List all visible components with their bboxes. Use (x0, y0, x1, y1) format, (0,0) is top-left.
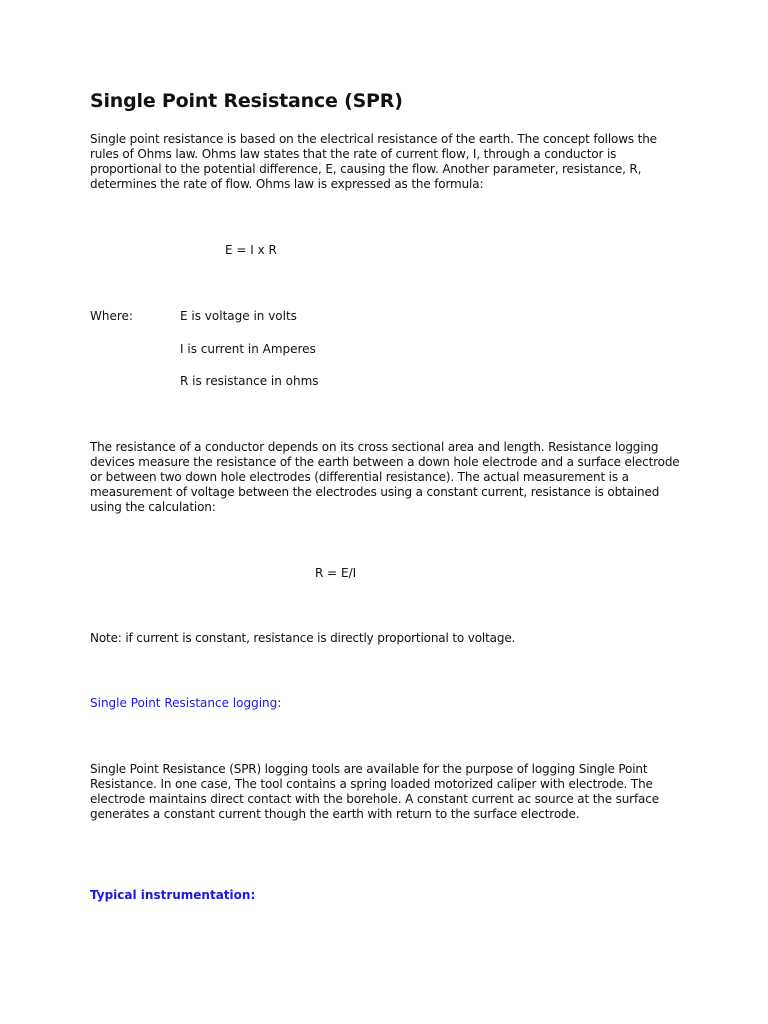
definition-voltage: E is voltage in volts (180, 309, 297, 323)
section-heading-spr-logging-text: Single Point Resistance logging (90, 696, 278, 710)
section-heading-instrumentation: Typical instrumentation: (90, 888, 256, 902)
logging-paragraph: Single Point Resistance (SPR) logging tools are available for the purpose of logging Single Point Resistance. In one case, The tool contains a spring loaded motorized caliper with electrode. The electrode maintains direct contact with the borehole. A constant current ac source at the surface generates a constant current though the earth with return to the surface electrode. (90, 762, 659, 821)
note-paragraph: Note: if current is constant, resistance is directly proportional to voltage. (90, 631, 516, 645)
intro-paragraph: Single point resistance is based on the electrical resistance of the earth. The concept follows the rules of Ohms law. Ohms law states that the rate of current flow, I, through a conductor is proportional to the potential difference, E, causing the flow. Another parameter, resistance, R, determines the rate of flow. Ohms law is expressed as the formula: (90, 132, 657, 191)
definition-current: I is current in Amperes (180, 342, 316, 356)
ohms-law-formula: E = I x R (225, 243, 277, 257)
resistance-formula: R = E/I (315, 566, 357, 580)
page-title: Single Point Resistance (SPR) (90, 90, 403, 112)
section-heading-spr-logging (90, 696, 281, 711)
where-label: Where: (90, 309, 133, 323)
resistance-paragraph: The resistance of a conductor depends on its cross sectional area and length. Resistance logging devices measure the resistance of the earth between a down hole electrode and a surface electrode or between two down hole electrodes (differential resistance). The actual measurement is a measurement of voltage between the electrodes using a constant current, resistance is obtained using the calculation: (90, 440, 680, 514)
definition-resistance: R is resistance in ohms (180, 374, 319, 388)
section-heading-colon: : (277, 696, 282, 710)
